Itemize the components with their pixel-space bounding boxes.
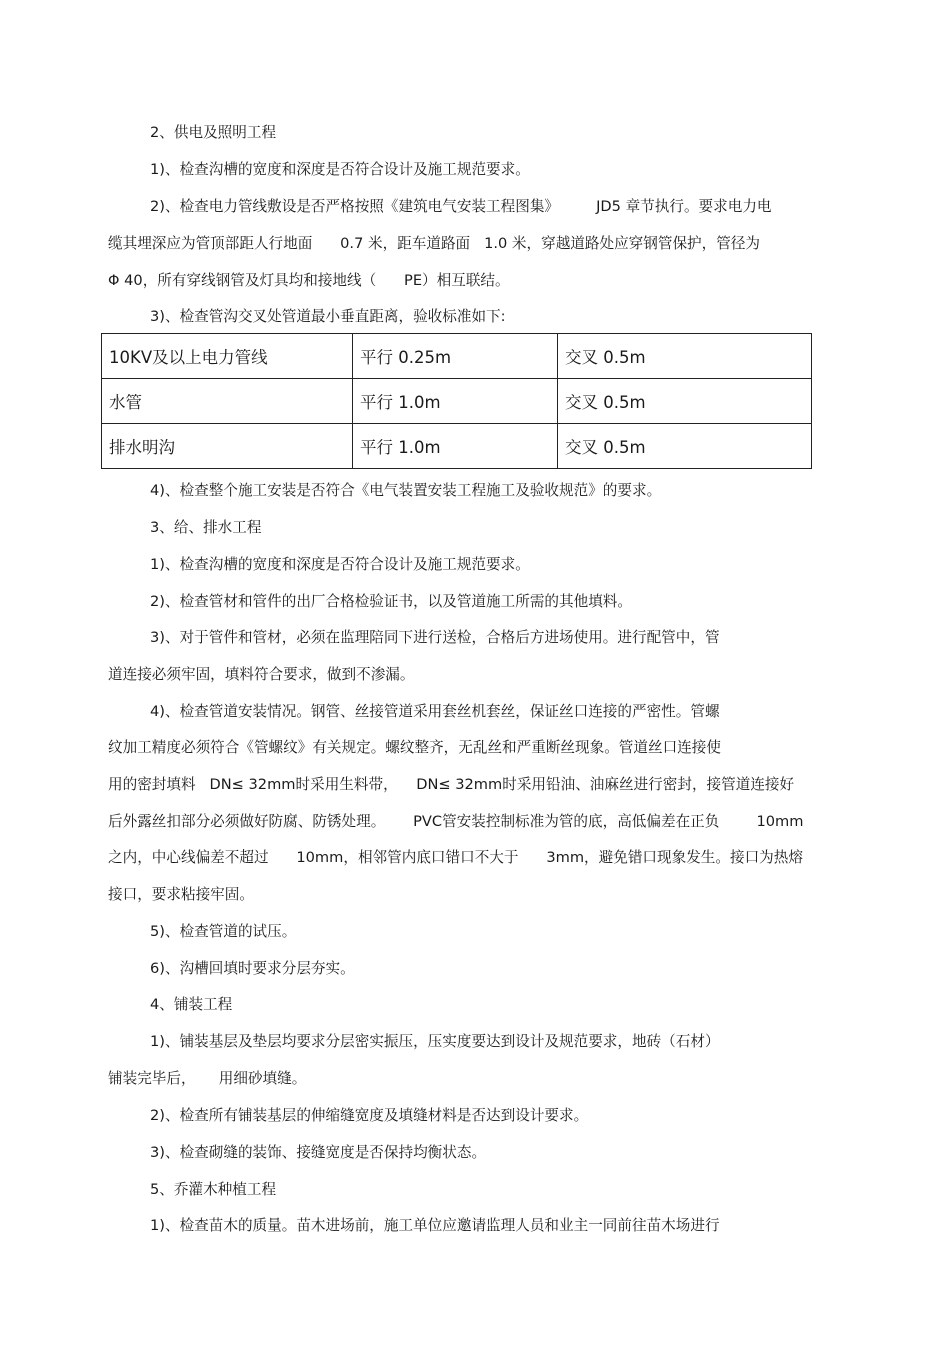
section-heading: 2、供电及照明工程 <box>150 124 277 141</box>
paragraph-line: 1)、检查苗木的质量。苗木进场前，施工单位应邀请监理人员和业主一同前往苗木场进行 <box>150 1217 720 1234</box>
paragraph-line: 3)、对于管件和管材，必须在监理陪同下进行送检，合格后方进场使用。进行配管中，管 <box>150 629 720 646</box>
table-cell: 平行 1.0m <box>353 379 558 424</box>
table-cell: 10KV及以上电力管线 <box>102 334 353 379</box>
paragraph-line: 用的密封填料 DN≤ 32mm时采用生料带， DN≤ 32mm时采用铅油、油麻丝进行密封，接管道连接好 <box>108 776 795 793</box>
paragraph-line: Φ 40，所有穿线钢管及灯具均和接地线（ PE）相互联结。 <box>108 272 510 289</box>
paragraph-line: 1)、检查沟槽的宽度和深度是否符合设计及施工规范要求。 <box>150 161 530 178</box>
paragraph-line: 1)、铺装基层及垫层均要求分层密实振压，压实度要达到设计及规范要求，地砖（石材） <box>150 1033 720 1050</box>
paragraph-line: 2)、检查管材和管件的出厂合格检验证书，以及管道施工所需的其他填料。 <box>150 593 632 610</box>
paragraph-line: 3)、检查砌缝的装饰、接缝宽度是否保持均衡状态。 <box>150 1144 487 1161</box>
paragraph-line: 铺装完毕后， 用细砂填缝。 <box>108 1070 307 1087</box>
paragraph-line: 6)、沟槽回填时要求分层夯实。 <box>150 960 355 977</box>
table-row <box>102 334 812 379</box>
paragraph-line: 缆其埋深应为管顶部距人行地面 0.7 米，距车道路面 1.0 米，穿越道路处应穿钢管保护，管径为 <box>108 235 761 252</box>
paragraph-line: 后外露丝扣部分必须做好防腐、防锈处理。 PVC管安装控制标准为管的底，高低偏差在正负 10mm <box>108 813 804 830</box>
section-heading: 4、铺装工程 <box>150 996 233 1013</box>
table-cell: 交叉 0.5m <box>558 424 812 469</box>
table-cell: 排水明沟 <box>102 424 353 469</box>
table-cell: 平行 1.0m <box>353 424 558 469</box>
section-heading: 3、给、排水工程 <box>150 519 262 536</box>
paragraph-line: 之内，中心线偏差不超过 10mm，相邻管内底口错口不大于 3mm，避免错口现象发生。接口为热熔 <box>108 849 803 866</box>
table-cell: 水管 <box>102 379 353 424</box>
paragraph-line: 1)、检查沟槽的宽度和深度是否符合设计及施工规范要求。 <box>150 556 530 573</box>
paragraph-line: 4)、检查整个施工安装是否符合《电气装置安装工程施工及验收规范》的要求。 <box>150 482 662 499</box>
table-cell: 交叉 0.5m <box>558 379 812 424</box>
vertical-spacing-table <box>101 333 812 469</box>
paragraph-line: 5)、检查管道的试压。 <box>150 923 297 940</box>
paragraph-line: 纹加工精度必须符合《管螺纹》有关规定。螺纹整齐，无乱丝和严重断丝现象。管道丝口连接使 <box>108 739 721 756</box>
section-heading: 5、乔灌木种植工程 <box>150 1181 277 1198</box>
table-cell: 交叉 0.5m <box>558 334 812 379</box>
table-cell: 平行 0.25m <box>353 334 558 379</box>
paragraph-line: 3)、检查管沟交叉处管道最小垂直距离，验收标准如下: <box>150 308 506 325</box>
paragraph-line: 2)、检查所有铺装基层的伸缩缝宽度及填缝材料是否达到设计要求。 <box>150 1107 589 1124</box>
table-row <box>102 379 812 424</box>
table-row <box>102 424 812 469</box>
paragraph-line: 道连接必须牢固，填料符合要求，做到不渗漏。 <box>108 666 415 683</box>
paragraph-line: 2)、检查电力管线敷设是否严格按照《建筑电气安装工程图集》 JD5 章节执行。要求电力电 <box>150 198 772 215</box>
paragraph-line: 接口，要求粘接牢固。 <box>108 886 254 903</box>
paragraph-line: 4)、检查管道安装情况。钢管、丝接管道采用套丝机套丝，保证丝口连接的严密性。管螺 <box>150 703 720 720</box>
